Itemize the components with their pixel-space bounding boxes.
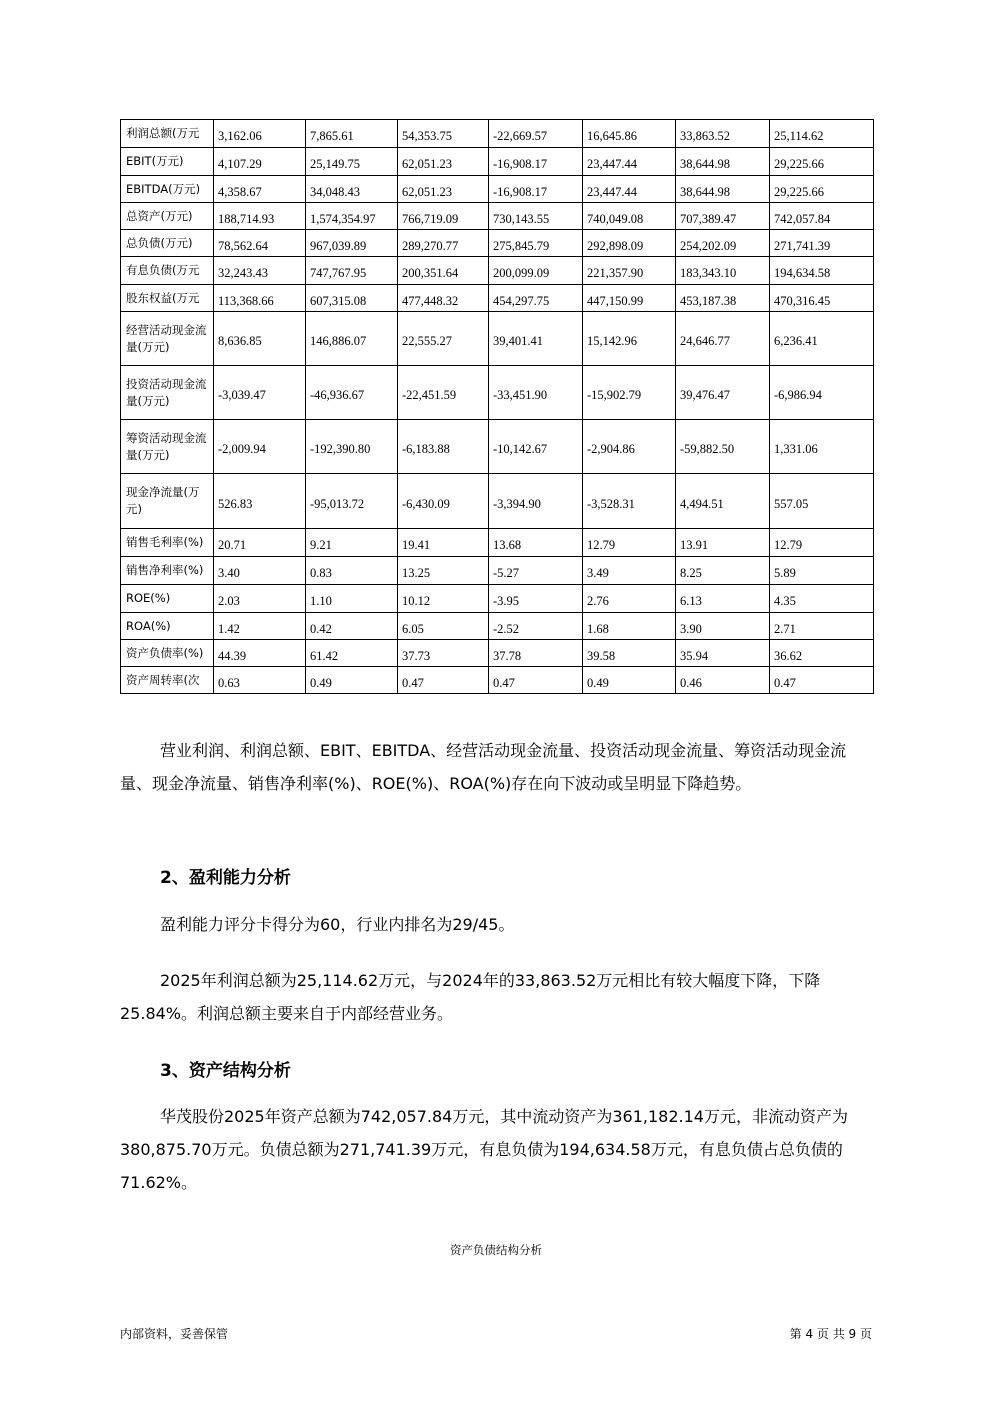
table-row	[121, 176, 874, 203]
table-cell: 38,644.98	[676, 176, 770, 203]
table-cell: 23,447.44	[583, 148, 676, 176]
table-row	[121, 366, 874, 420]
table-cell: -10,142.67	[489, 420, 583, 474]
table-row	[121, 285, 874, 312]
row-label: EBIT(万元)	[121, 148, 214, 176]
table-row	[121, 257, 874, 285]
table-row	[121, 203, 874, 230]
table-cell: -22,451.59	[398, 366, 489, 420]
row-label: ROE(%)	[121, 585, 214, 613]
table-row	[121, 230, 874, 257]
table-cell: 4,358.67	[214, 176, 306, 203]
row-label: 利润总额(万元	[121, 120, 214, 148]
table-cell: 15,142.96	[583, 312, 676, 366]
row-label: 现金净流量(万元)	[121, 474, 214, 529]
table-cell: 35.94	[676, 640, 770, 667]
table-row	[121, 613, 874, 640]
table-cell: 10.12	[398, 585, 489, 613]
table-cell: -6,986.94	[770, 366, 874, 420]
table-cell: 6,236.41	[770, 312, 874, 366]
table-cell: 453,187.38	[676, 285, 770, 312]
row-label: 销售净利率(%)	[121, 557, 214, 585]
table-cell: -3,528.31	[583, 474, 676, 529]
table-cell: -6,183.88	[398, 420, 489, 474]
table-row	[121, 585, 874, 613]
row-label: 有息负债(万元	[121, 257, 214, 285]
table-cell: -2,009.94	[214, 420, 306, 474]
table-cell: -6,430.09	[398, 474, 489, 529]
table-cell: 9.21	[306, 529, 398, 557]
table-cell: 221,357.90	[583, 257, 676, 285]
table-cell: -22,669.57	[489, 120, 583, 148]
table-cell: 25,114.62	[770, 120, 874, 148]
table-cell: 0.47	[489, 667, 583, 694]
table-cell: 8,636.85	[214, 312, 306, 366]
table-row	[121, 529, 874, 557]
table-cell: 12.79	[583, 529, 676, 557]
table-cell: 3.40	[214, 557, 306, 585]
table-cell: 557.05	[770, 474, 874, 529]
table-cell: 13.25	[398, 557, 489, 585]
table-cell: 38,644.98	[676, 148, 770, 176]
row-label: 资产负债率(%)	[121, 640, 214, 667]
table-cell: 200,099.09	[489, 257, 583, 285]
table-cell: -5.27	[489, 557, 583, 585]
table-cell: 0.49	[306, 667, 398, 694]
table-cell: 4,107.29	[214, 148, 306, 176]
table-cell: 16,645.86	[583, 120, 676, 148]
table-cell: -16,908.17	[489, 148, 583, 176]
total-profit-paragraph: 2025年利润总额为25,114.62万元，与2024年的33,863.52万元相比有较大幅度下降，下降25.84%。利润总额主要来自于内部经营业务。	[120, 971, 821, 1023]
table-cell: -16,908.17	[489, 176, 583, 203]
table-cell: 275,845.79	[489, 230, 583, 257]
table-cell: 6.13	[676, 585, 770, 613]
table-cell: 740,049.08	[583, 203, 676, 230]
table-cell: -15,902.79	[583, 366, 676, 420]
table-cell: 607,315.08	[306, 285, 398, 312]
table-cell: 25,149.75	[306, 148, 398, 176]
table-cell: 3.49	[583, 557, 676, 585]
table-cell: 37.73	[398, 640, 489, 667]
table-cell: 62,051.23	[398, 176, 489, 203]
table-cell: 39,401.41	[489, 312, 583, 366]
table-cell: 183,343.10	[676, 257, 770, 285]
table-cell: 34,048.43	[306, 176, 398, 203]
table-cell: 8.25	[676, 557, 770, 585]
table-cell: 0.42	[306, 613, 398, 640]
table-cell: 6.05	[398, 613, 489, 640]
table-cell: 61.42	[306, 640, 398, 667]
table-cell: 967,039.89	[306, 230, 398, 257]
row-label: 筹资活动现金流量(万元)	[121, 420, 214, 474]
table-row	[121, 557, 874, 585]
table-cell: 13.68	[489, 529, 583, 557]
row-label: 股东权益(万元	[121, 285, 214, 312]
table-cell: 0.47	[398, 667, 489, 694]
chart-caption: 资产负债结构分析	[450, 1243, 542, 1257]
table-cell: 4.35	[770, 585, 874, 613]
table-cell: 29,225.66	[770, 176, 874, 203]
row-label: 经营活动现金流量(万元)	[121, 312, 214, 366]
financial-table-wrapper	[120, 119, 873, 694]
row-label: EBITDA(万元)	[121, 176, 214, 203]
table-row	[121, 640, 874, 667]
table-cell: 39,476.47	[676, 366, 770, 420]
table-cell: 19.41	[398, 529, 489, 557]
table-cell: 146,886.07	[306, 312, 398, 366]
table-cell: 22,555.27	[398, 312, 489, 366]
table-cell: 36.62	[770, 640, 874, 667]
table-cell: 200,351.64	[398, 257, 489, 285]
row-label: 销售毛利率(%)	[121, 529, 214, 557]
table-cell: 747,767.95	[306, 257, 398, 285]
table-cell: -33,451.90	[489, 366, 583, 420]
table-cell: 113,368.66	[214, 285, 306, 312]
section-heading-profitability: 2、盈利能力分析	[160, 868, 291, 888]
footer-confidential-note: 内部资料，妥善保管	[120, 1327, 229, 1341]
table-cell: -2,904.86	[583, 420, 676, 474]
table-cell: 1.42	[214, 613, 306, 640]
table-cell: -3,394.90	[489, 474, 583, 529]
table-cell: 39.58	[583, 640, 676, 667]
table-cell: 2.71	[770, 613, 874, 640]
table-body	[121, 120, 874, 694]
table-cell: 12.79	[770, 529, 874, 557]
table-cell: -192,390.80	[306, 420, 398, 474]
table-cell: 271,741.39	[770, 230, 874, 257]
table-row	[121, 474, 874, 529]
table-cell: 2.03	[214, 585, 306, 613]
table-row	[121, 312, 874, 366]
table-cell: 194,634.58	[770, 257, 874, 285]
table-cell: 0.47	[770, 667, 874, 694]
financial-indicators-table	[120, 119, 874, 694]
table-cell: 766,719.09	[398, 203, 489, 230]
table-cell: 54,353.75	[398, 120, 489, 148]
row-label: 总资产(万元)	[121, 203, 214, 230]
table-cell: 1.10	[306, 585, 398, 613]
row-label: 投资活动现金流量(万元)	[121, 366, 214, 420]
table-cell: 707,389.47	[676, 203, 770, 230]
table-cell: 730,143.55	[489, 203, 583, 230]
table-cell: 2.76	[583, 585, 676, 613]
table-cell: 0.46	[676, 667, 770, 694]
table-cell: 3,162.06	[214, 120, 306, 148]
table-cell: 188,714.93	[214, 203, 306, 230]
table-cell: 289,270.77	[398, 230, 489, 257]
table-row	[121, 420, 874, 474]
table-cell: 1.68	[583, 613, 676, 640]
table-cell: 526.83	[214, 474, 306, 529]
table-cell: 37.78	[489, 640, 583, 667]
table-cell: 0.83	[306, 557, 398, 585]
table-cell: 44.39	[214, 640, 306, 667]
profitability-score-paragraph: 盈利能力评分卡得分为60，行业内排名为29/45。	[160, 915, 515, 934]
table-cell: 24,646.77	[676, 312, 770, 366]
table-cell: 13.91	[676, 529, 770, 557]
table-cell: -2.52	[489, 613, 583, 640]
table-cell: -3.95	[489, 585, 583, 613]
table-cell: 62,051.23	[398, 148, 489, 176]
table-row	[121, 667, 874, 694]
table-cell: 1,331.06	[770, 420, 874, 474]
table-cell: 33,863.52	[676, 120, 770, 148]
table-cell: 454,297.75	[489, 285, 583, 312]
asset-structure-paragraph: 华茂股份2025年资产总额为742,057.84万元，其中流动资产为361,182.14万元，非流动资产为380,875.70万元。负债总额为271,741.39万元，有息负债为194,634.58万元，有息负债占总负债的71.62%。	[120, 1107, 848, 1192]
table-cell: 78,562.64	[214, 230, 306, 257]
table-cell: 447,150.99	[583, 285, 676, 312]
table-cell: 20.71	[214, 529, 306, 557]
table-cell: 3.90	[676, 613, 770, 640]
table-cell: -59,882.50	[676, 420, 770, 474]
row-label: 总负债(万元)	[121, 230, 214, 257]
table-cell: 292,898.09	[583, 230, 676, 257]
table-cell: -95,013.72	[306, 474, 398, 529]
table-cell: 5.89	[770, 557, 874, 585]
table-cell: -46,936.67	[306, 366, 398, 420]
table-cell: 0.63	[214, 667, 306, 694]
table-cell: 32,243.43	[214, 257, 306, 285]
row-label: 资产周转率(次	[121, 667, 214, 694]
table-cell: 254,202.09	[676, 230, 770, 257]
table-cell: 29,225.66	[770, 148, 874, 176]
table-cell: 477,448.32	[398, 285, 489, 312]
table-row	[121, 120, 874, 148]
table-cell: 742,057.84	[770, 203, 874, 230]
table-cell: 1,574,354.97	[306, 203, 398, 230]
table-row	[121, 148, 874, 176]
footer-page-number: 第 4 页 共 9 页	[789, 1327, 872, 1341]
row-label: ROA(%)	[121, 613, 214, 640]
table-cell: 470,316.45	[770, 285, 874, 312]
table-cell: -3,039.47	[214, 366, 306, 420]
trend-summary-paragraph: 营业利润、利润总额、EBIT、EBITDA、经营活动现金流量、投资活动现金流量、筹资活动现金流量、现金净流量、销售净利率(%)、ROE(%)、ROA(%)存在向下波动或呈明显下降趋势。	[120, 741, 847, 793]
table-cell: 7,865.61	[306, 120, 398, 148]
section-heading-asset-structure: 3、资产结构分析	[160, 1061, 291, 1081]
table-cell: 4,494.51	[676, 474, 770, 529]
table-cell: 23,447.44	[583, 176, 676, 203]
table-cell: 0.49	[583, 667, 676, 694]
